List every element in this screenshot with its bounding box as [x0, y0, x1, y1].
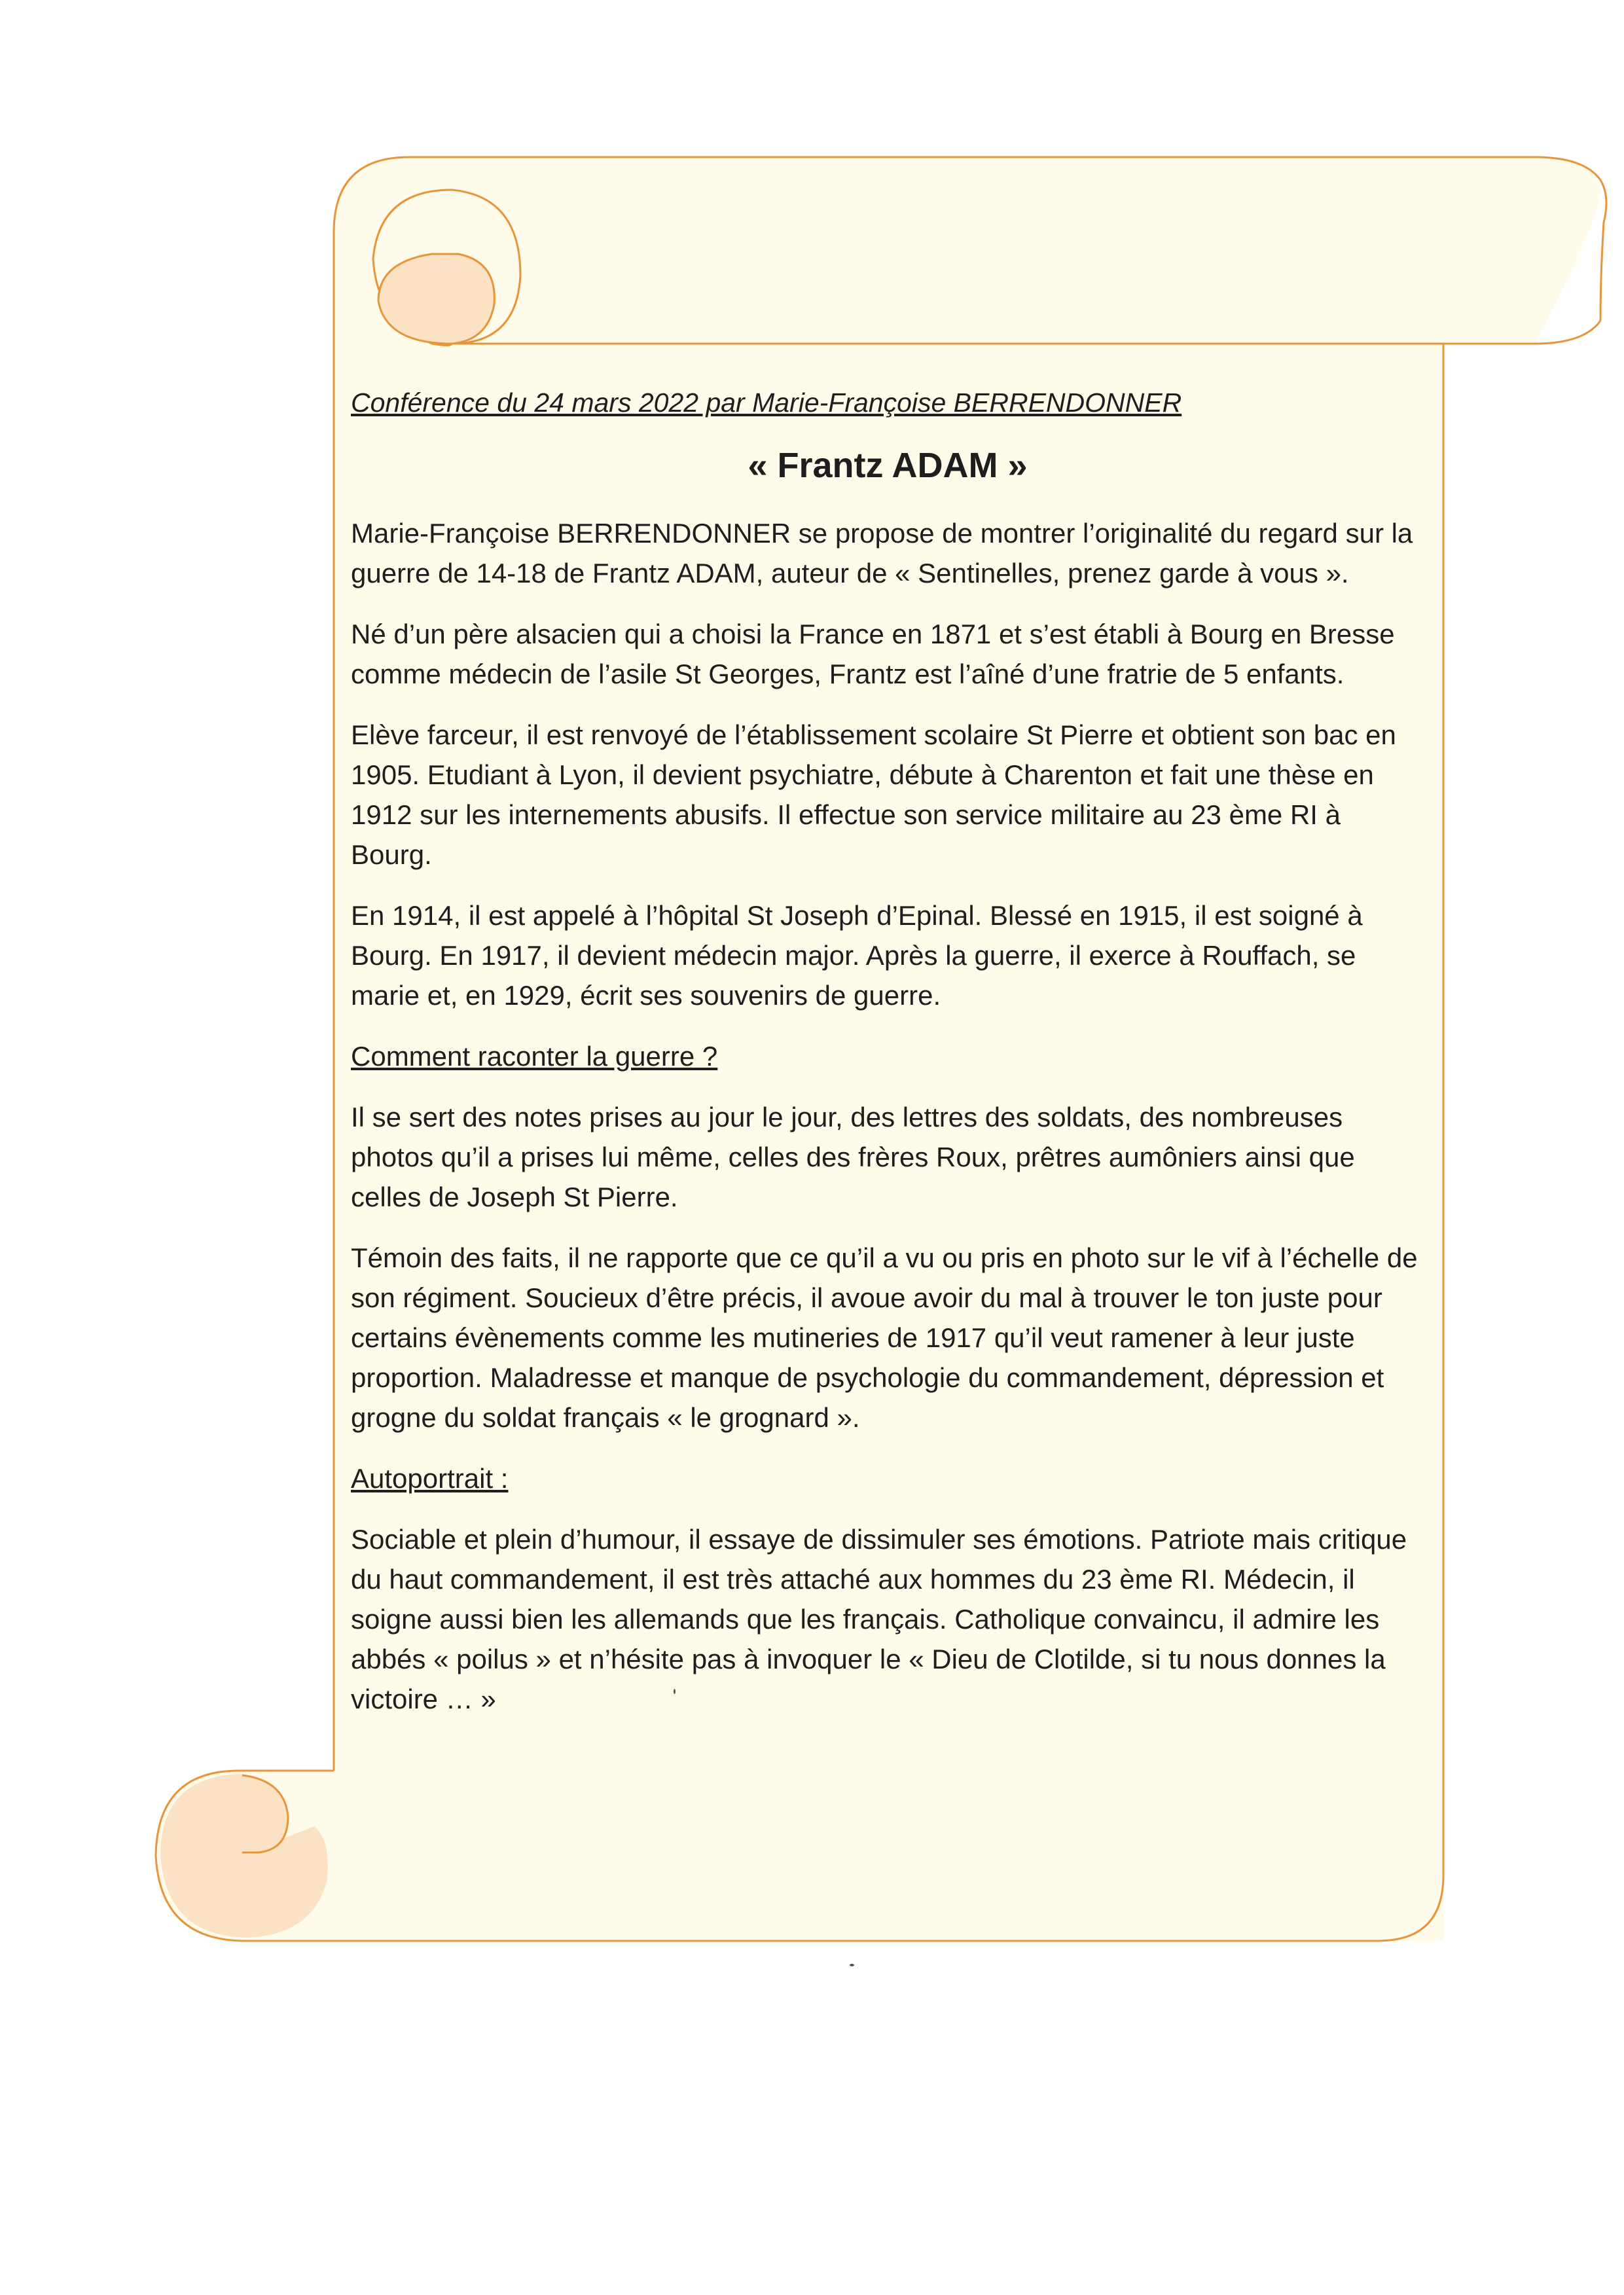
scan-speck: [674, 1689, 676, 1694]
paragraph-war-career: En 1914, il est appelé à l’hôpital St Joseph d’Epinal. Blessé en 1915, il est soigné à Bourg. En 1917, il devient médecin major. Après la guerre, il exerce à Rouffach, se marie et, en 1929, écrit ses souvenirs de guerre.: [351, 900, 1363, 1011]
section-heading-self-portrait: Autoportrait :: [351, 1463, 509, 1494]
right-roll-end: [1600, 180, 1606, 321]
section-heading-telling-war: Comment raconter la guerre ?: [351, 1041, 718, 1072]
paragraph-sources: Il se sert des notes prises au jour le jour, des lettres des soldats, des nombreuses photos qu’il a prises lui même, celles des frères Roux, prêtres aumôniers ainsi que celles de Joseph St Pierre.: [351, 1102, 1355, 1212]
document-title: « Frantz ADAM »: [748, 446, 1028, 485]
top-curl-inner: [378, 254, 494, 344]
paragraph-witness: Témoin des faits, il ne rapporte que ce qu’il a vu ou pris en photo sur le vif à l’échelle de son régiment. Soucieux d’être précis, il avoue avoir du mal à trouver le ton juste pour certains évènements comme les mutineries de 1917 qu’il veut ramener à leur juste proportion. Maladresse et manque de psychologie du commandement, dépression et grogne du soldat français « le grognard ».: [351, 1242, 1418, 1433]
conference-header: Conférence du 24 mars 2022 par Marie-Françoise BERRENDONNER: [351, 388, 1182, 418]
paragraph-origins: Né d’un père alsacien qui a choisi la France en 1871 et s’est établi à Bourg en Bresse comme médecin de l’asile St Georges, Frantz est l’aîné d’une fratrie de 5 enfants.: [351, 619, 1395, 689]
scan-speck: [850, 1964, 854, 1966]
paragraph-intro: Marie-Françoise BERRENDONNER se propose de montrer l’originalité du regard sur la guerre de 14-18 de Frantz ADAM, auteur de « Sentinelles, prenez garde à vous ».: [351, 518, 1413, 588]
document-content: [351, 383, 1424, 1740]
paragraph-studies: Elève farceur, il est renvoyé de l’établissement scolaire St Pierre et obtient son bac en 1905. Etudiant à Lyon, il devient psychiatre, débute à Charenton et fait une thèse en 1912 sur les internements abusifs. Il effectue son service militaire au 23 ème RI à Bourg.: [351, 719, 1396, 870]
paragraph-self-portrait: Sociable et plein d’humour, il essaye de dissimuler ses émotions. Patriote mais critique du haut commandement, il est très attaché aux hommes du 23 ème RI. Médecin, il soigne aussi bien les allemands que les français. Catholique convaincu, il admire les abbés « poilus » et n’hésite pas à invoquer le « Dieu de Clotilde, si tu nous donnes la victoire … »: [351, 1524, 1407, 1714]
